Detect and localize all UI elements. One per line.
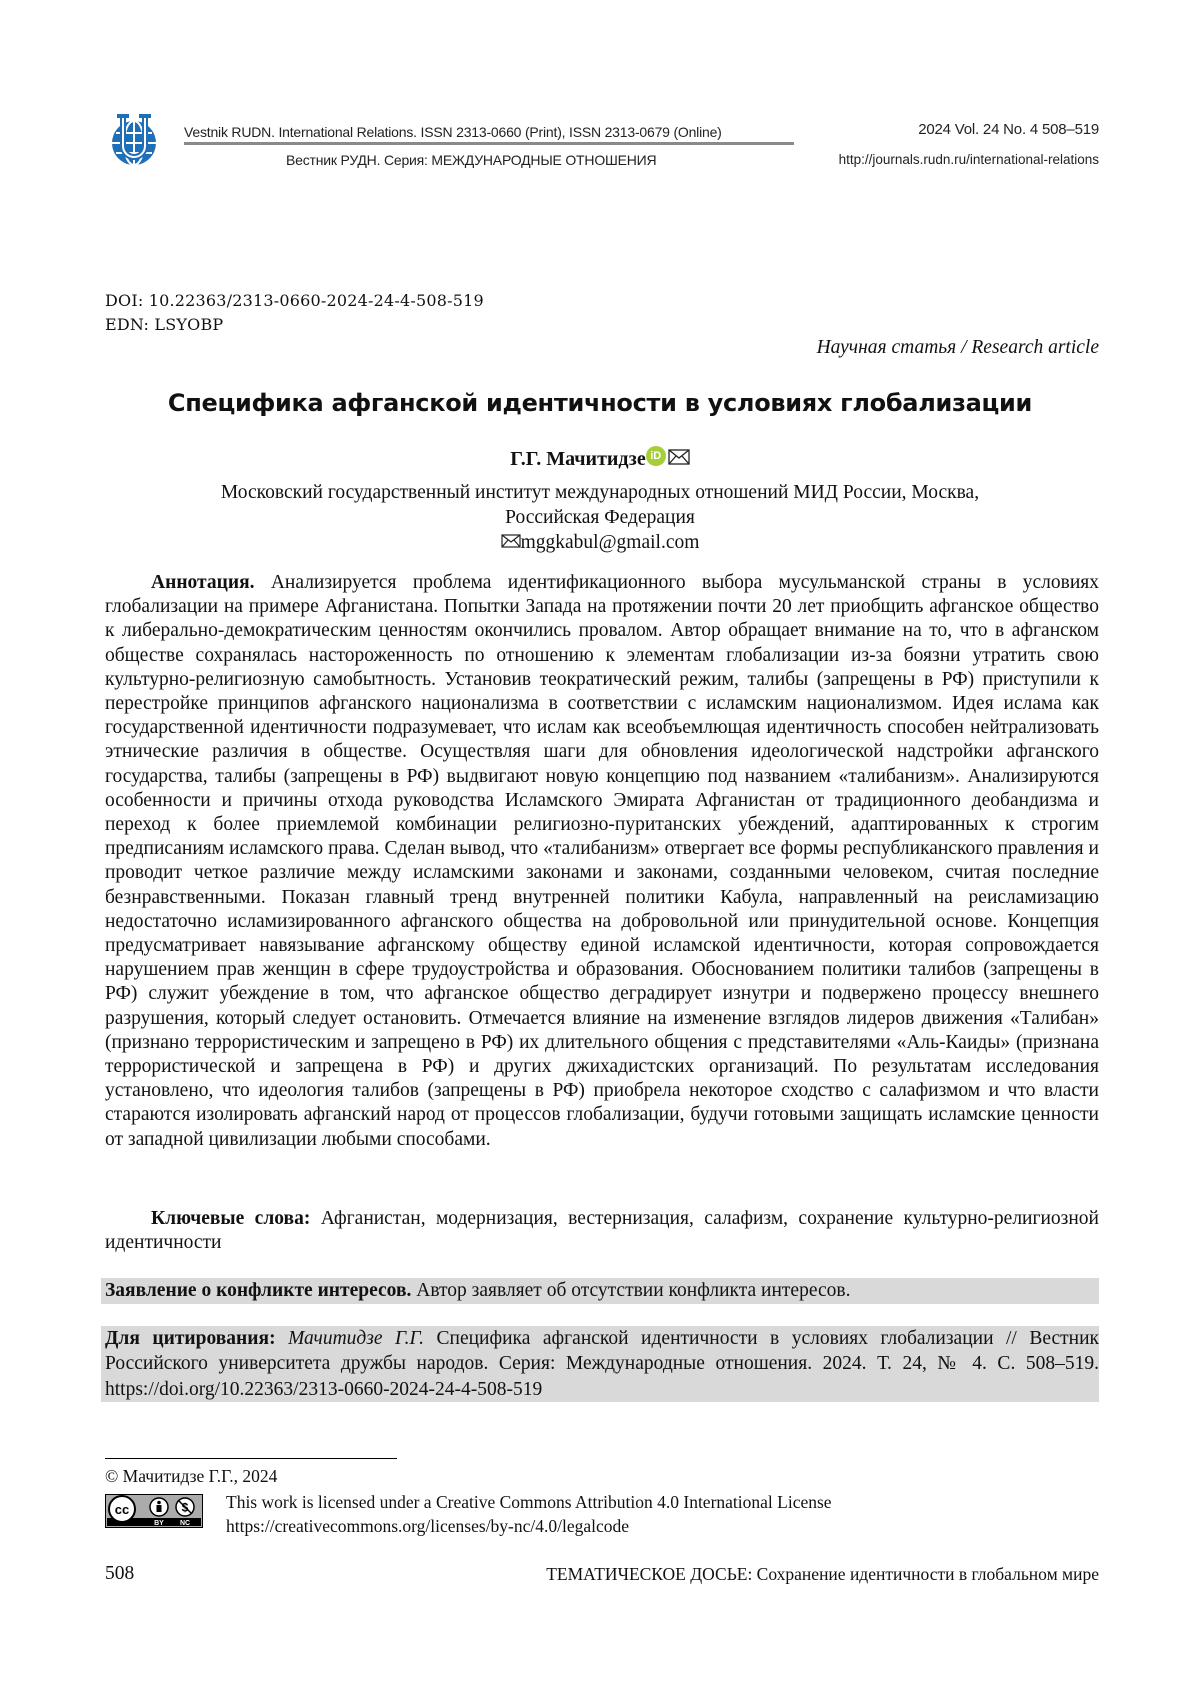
footnote-rule	[105, 1458, 397, 1459]
page-number: 508	[105, 1563, 134, 1585]
copyright: © Мачитидзе Г.Г., 2024	[105, 1466, 277, 1487]
orcid-icon[interactable]: iD	[646, 446, 666, 466]
citation-author: Мачитидзе Г.Г.	[288, 1328, 424, 1349]
abstract	[105, 571, 1099, 1152]
conflict-statement	[101, 1278, 1099, 1304]
author-email-row	[0, 530, 1200, 555]
citation-text: Специфика афганской идентичности в условиях глобализации // Вестник Российского университета дружбы народов. Серия: Международные отношения. 2024. Т. 24, № 4. С. 508–519. https://doi.org/10.22363/2313-0660-2024-24-4-508-519	[105, 1328, 1099, 1400]
keywords-text: Афганистан, модернизация, вестернизация, салафизм, сохранение культурно-религиозной идентичности	[105, 1208, 1099, 1253]
abstract-label: Аннотация.	[151, 572, 255, 593]
abstract-text: Анализируется проблема идентификационного выбора мусульманской страны в условиях глобализации на примере Афганистана. Попытки Запада на протяжении почти 20 лет приобщить афганское общество к либерально-демократическим ценностям окончились провалом. Автор обращает внимание на то, что в афганском обществе сохранялась настороженность по отношению к элементам глобализации из-за боязни утратить свою культурно-религиозную самобытность. Установив теократический режим, талибы (запрещены в РФ) приступили к перестройке принципов афганского национализма в соответствии с исламским национализмом. Идея ислама как государственной идентичности подразумевает, что ислам как всеобъемлющая идентичность способен нейтрализовать этнические различия в обществе. Осуществляя шаги для обновления идеологической надстройки афганского государства, талибы (запрещены в РФ) выдвигают новую концепцию под названием «талибанизм». Анализируются особенности и причины отхода руководства Исламского Эмирата Афганистан от традиционного деобандизма и переход к более приемлемой комбинации религиозно-пуританских убеждений, адаптированных к строгим предписаниям исламского права. Сделан вывод, что «талибанизм» отвергает все формы республиканского правления и проводит четкое различие между исламскими законами и законами, созданными человеком, считая последние безнравственными. Показан главный тренд внутренней политики Кабула, направленный на реисламизацию недостаточно исламизированного афганского общества на добровольной или принудительной основе. Концепция предусматривает навязывание афганскому обществу единой исламской идентичности, которая сопровождается нарушением прав женщин в сфере трудоустройства и образования. Обоснованием политики талибов (запрещены в РФ) служит убеждение в том, что афганское общество деградирует изнутри и подвержено процессу внешнего разрушения, который следует остановить. Отмечается влияние на изменение взглядов лидеров движения «Талибан» (признано террористическим и запрещено в РФ) их длительного общения с представителями «Аль-Каиды» (признана террористической и запрещена в РФ) и других джихадистских организаций. По результатам исследования установлено, что идеология талибов (запрещены в РФ) приобрела некоторое сходство с салафизмом и что власти стараются изолировать афганский народ от процессов глобализации, будучи готовыми защищать исламские ценности от западной цивилизации любыми способами.	[105, 572, 1099, 1150]
article-title: Специфика афганской идентичности в условиях глобализации	[0, 389, 1200, 417]
running-footer: ТЕМАТИЧЕСКОЕ ДОСЬЕ: Сохранение идентичности в глобальном мире	[546, 1564, 1099, 1585]
journal-title-en: Vestnik RUDN. International Relations. ISSN 2313-0660 (Print), ISSN 2313-0679 (Online)	[184, 124, 796, 140]
author-email[interactable]: mggkabul@gmail.com	[521, 532, 700, 553]
citation-box	[101, 1326, 1099, 1402]
author-line	[0, 446, 1200, 471]
keywords	[105, 1207, 1099, 1255]
doi[interactable]: DOI: 10.22363/2313-0660-2024-24-4-508-519	[105, 291, 484, 310]
cc-by-nc-badge-icon[interactable]	[105, 1494, 203, 1528]
header-rule	[184, 142, 794, 145]
conflict-text: Автор заявляет об отсутствии конфликта интересов.	[416, 1280, 850, 1301]
journal-volume: 2024 Vol. 24 No. 4 508–519	[918, 121, 1099, 138]
affiliation-line-1: Московский государственный институт международных отношений МИД России, Москва,	[0, 480, 1200, 505]
license-text: This work is licensed under a Creative Commons Attribution 4.0 International License	[226, 1492, 832, 1513]
journal-title-ru: Вестник РУДН. Серия: МЕЖДУНАРОДНЫЕ ОТНОШЕНИЯ	[286, 152, 656, 168]
license-url[interactable]: https://creativecommons.org/licenses/by-nc/4.0/legalcode	[226, 1516, 629, 1537]
author-name: Г.Г. Мачитидзе	[510, 448, 645, 470]
edn: EDN: LSYOBP	[105, 315, 223, 334]
rudn-globe-logo-icon	[105, 112, 167, 174]
cc-badge-text: cc	[115, 1502, 129, 1517]
affiliation-line-2: Российская Федерация	[0, 505, 1200, 530]
cc-nc-text: NC	[180, 1520, 190, 1527]
envelope-icon	[501, 534, 521, 548]
keywords-label: Ключевые слова:	[151, 1208, 310, 1229]
envelope-icon[interactable]	[668, 449, 690, 465]
article-type: Научная статья / Research article	[817, 337, 1099, 359]
journal-url[interactable]: http://journals.rudn.ru/international-relations	[839, 152, 1099, 167]
conflict-label: Заявление о конфликте интересов.	[105, 1280, 411, 1301]
cc-by-text: BY	[154, 1520, 164, 1527]
citation-label: Для цитирования:	[105, 1328, 276, 1349]
affiliation	[0, 480, 1200, 555]
